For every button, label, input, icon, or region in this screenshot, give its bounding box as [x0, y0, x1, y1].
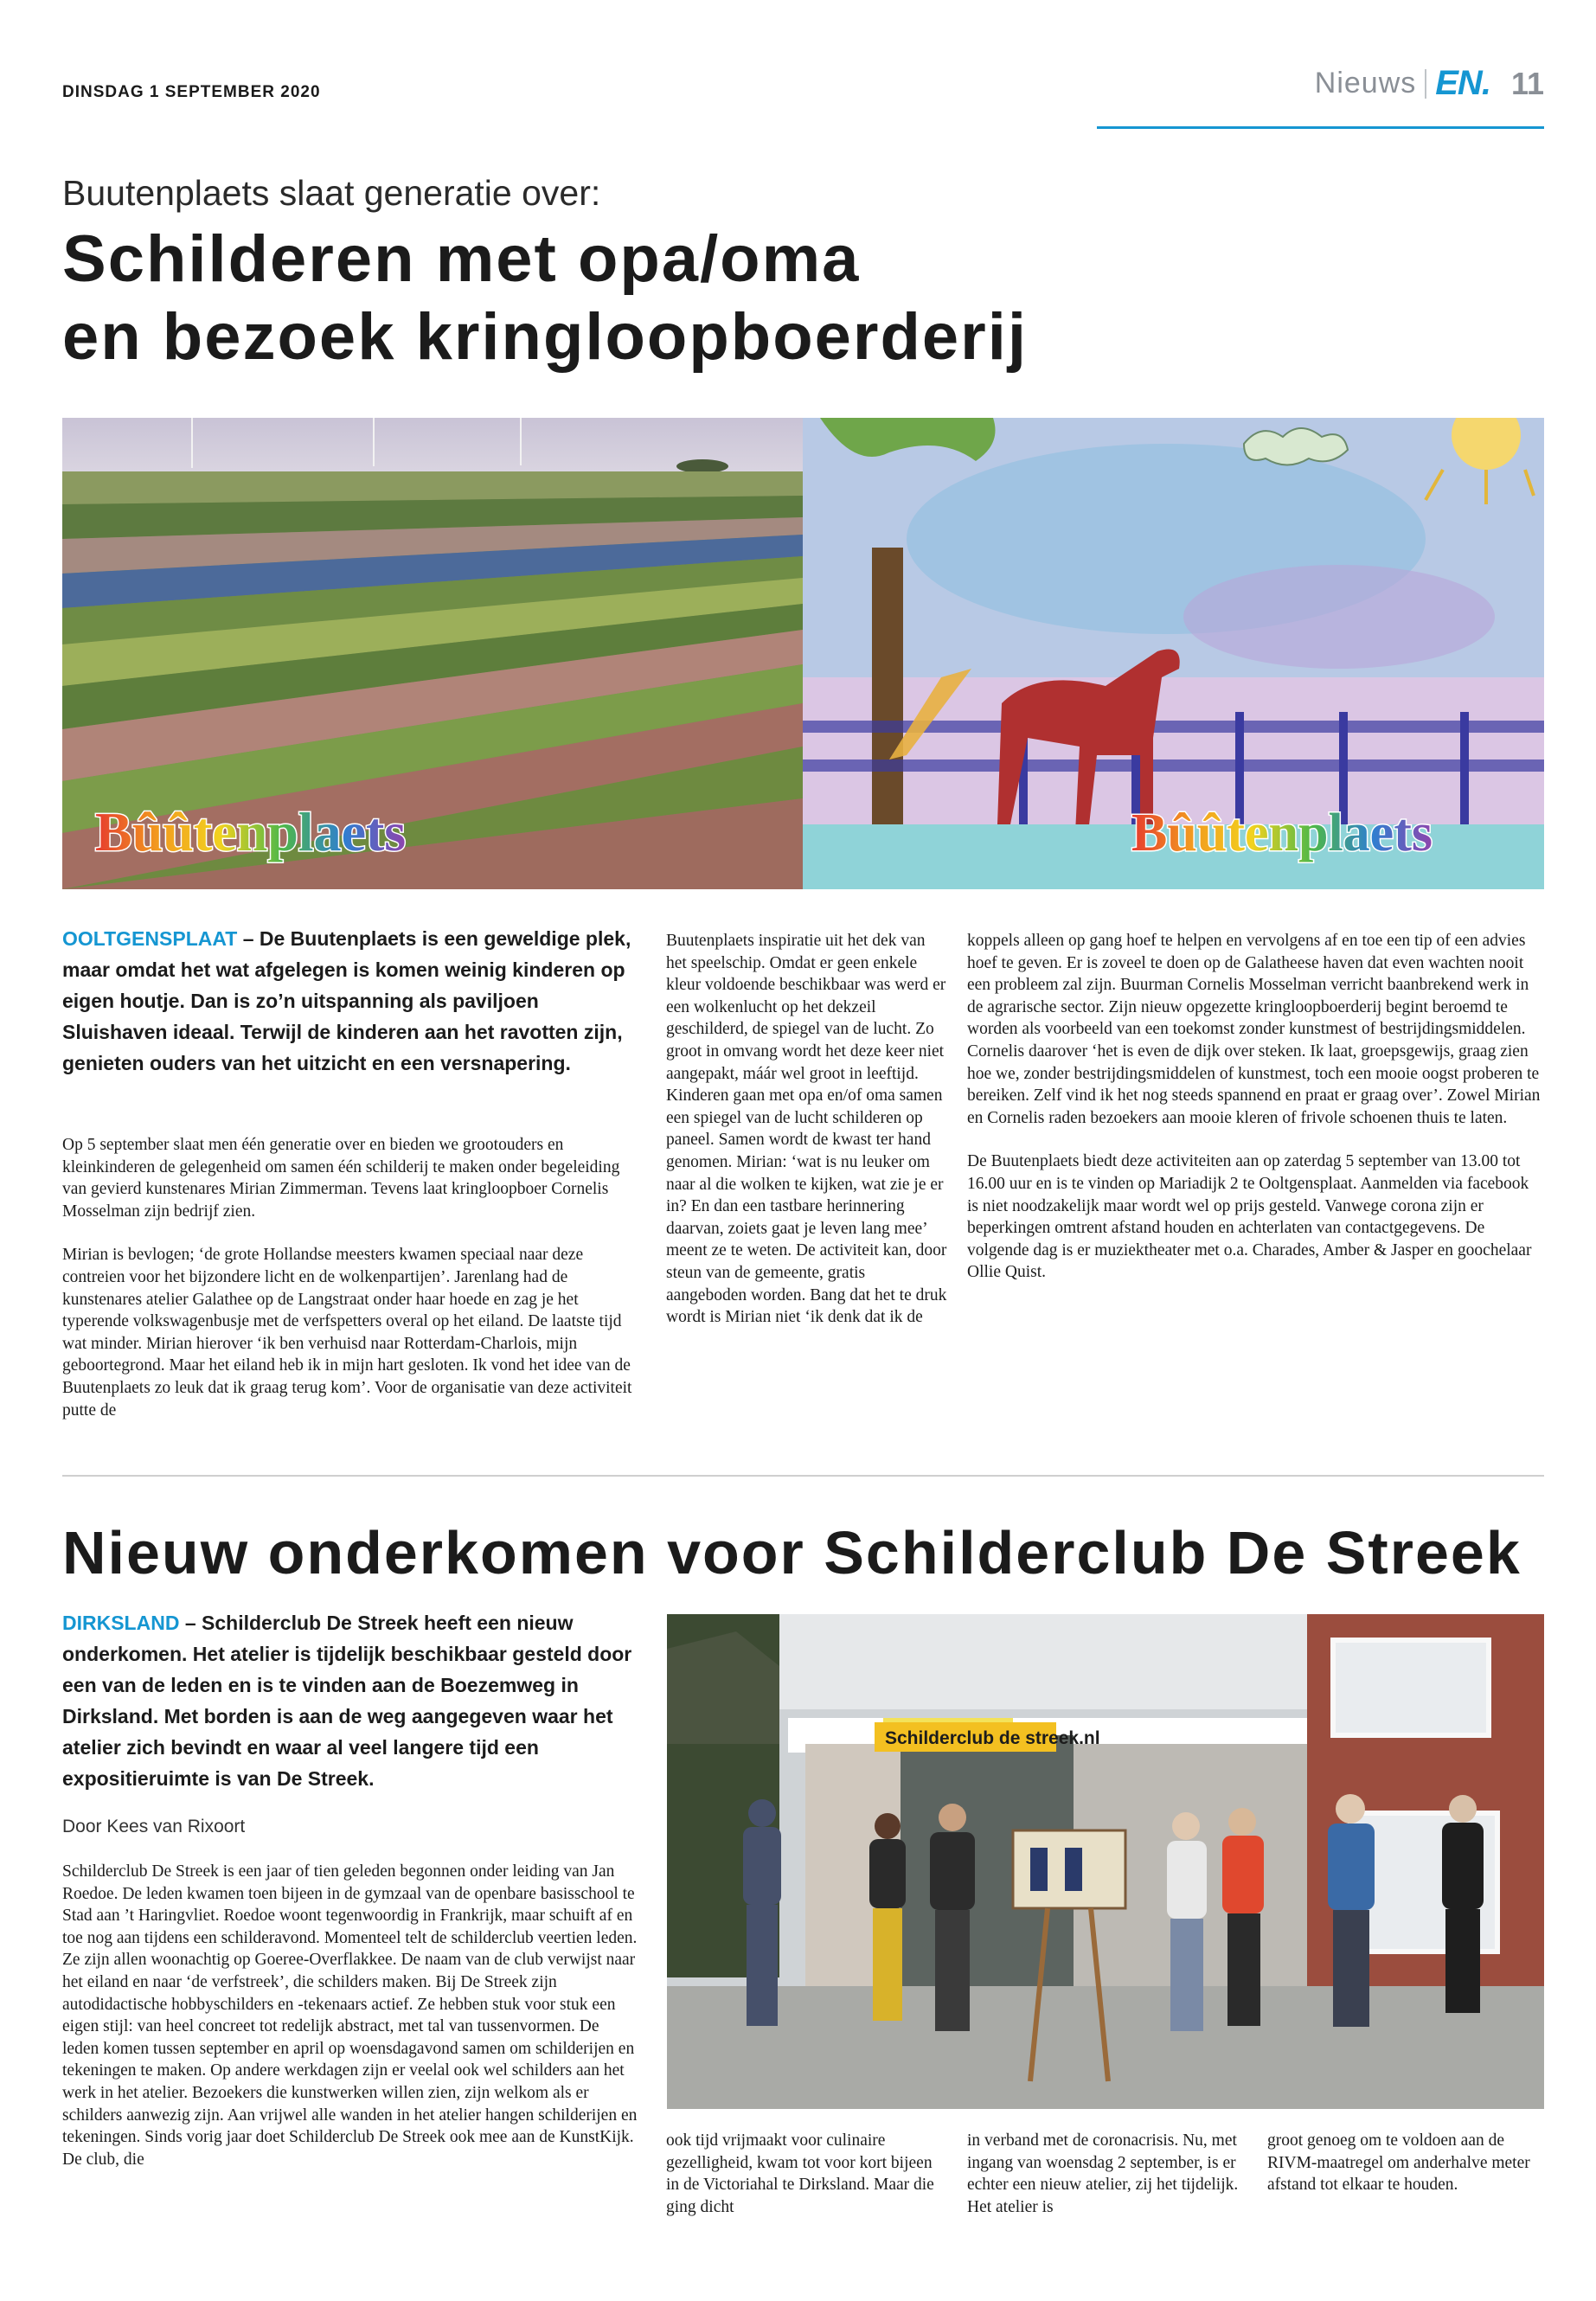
- article1-col3-paragraph-1: koppels alleen op gang hoef te helpen en vervolgens af en toe een tip of een advies hoef te geven. Er is zoveel te doen op de Galatheese haven dat even wachten nooit een probleem zal zijn. Buurman Cornelis Mosselman verricht baanbrekend werk in de agrarische sector. Zijn nieuw opgezette kringloopboerderij begint beroemd te worden als voorbeeld van een toekomst zonder kunstmest of bestrijdingsmiddelen. Cornelis daarover ‘het is even de dijk over steken. Ik laat, groepsgewijs, graag zien hoe we, zonder bestrijdingsmiddelen of kunstmest, toch een mooie oogst proberen te bereiken. Zelf vind ik het nog steeds spannend en praat er graag over’. Zowel Mirian en Cornelis raden bezoekers aan mooie kleren of frivole schoenen thuis te laten.: [967, 932, 1541, 1127]
- article2-col3-text: in verband met de coronacrisis. Nu, met ingang van woensdag 2 september, is er echter een nieuw atelier, zij het tijdelijk. Het atelier is: [967, 2131, 1239, 2216]
- article1-column-3: [967, 930, 1544, 1305]
- page-number: 11: [1510, 65, 1544, 101]
- article1-col1-paragraph-2: Mirian is bevlogen; ‘de grote Hollandse meesters kwamen speciaal naar deze contreien voor het bijzondere licht en de wolkenpartijen’. Jarenlang had de kunstenares atelier Galathee op de Langstraat onder haar hoede en zag je het typerende volkswagenbusje met de verfspetters overal op het eiland. De laatste tijd wat minder. Mirian hierover ‘ik ben verhuisd naar Rotterdam-Charlois, mijn geboortegrond. Maar het eiland heb ik in mijn hart gesloten. Ik vond het idee van de Buutenplaets zo leuk dat ik graag terug kom’. Voor de organisatie van deze activiteit putte de: [62, 1246, 632, 1420]
- article2-col4-text: groot genoeg om te voldoen aan de RIVM-maatregel om anderhalve meter afstand tot elkaar te houden.: [1267, 2131, 1530, 2195]
- article-divider: [62, 1475, 1544, 1477]
- article2-headline: Nieuw onderkomen voor Schilderclub De Streek: [62, 1519, 1522, 1586]
- article2-byline: Door Kees van Rixoort: [62, 1817, 246, 1836]
- article2-lead: [62, 1607, 651, 1794]
- article2-column-4: [1267, 2130, 1544, 2218]
- issue-date: DINSDAG 1 SEPTEMBER 2020: [62, 83, 321, 101]
- article2-col2-text: ook tijd vrijmaakt voor culinaire gezelligheid, kwam tot voor kort bijeen in de Victoriahal te Dirksland. Maar die ging dicht: [666, 2131, 934, 2216]
- article2-column-2: [666, 2130, 947, 2240]
- buutenplaets-logo-right: Bûûtenplaets: [1131, 804, 1433, 862]
- page-header-right: [1315, 64, 1544, 103]
- painting-photo: [803, 418, 1544, 889]
- article1-lead-text: – De Buutenplaets is een geweldige plek, maar omdat het wat afgelegen is komen weinig kinderen op eigen houtje. Dan is zo’n uitspanning als paviljoen Sluishaven ideaal. Terwijl de kinderen aan het ravotten zijn, genieten ouders van het uitzicht en een versnapering.: [62, 927, 631, 1074]
- article2-column-3: [967, 2130, 1248, 2240]
- article1-kicker: Buutenplaets slaat generatie over:: [62, 173, 601, 213]
- article2-dateline: DIRKSLAND: [62, 1612, 180, 1634]
- field-photo: [62, 418, 803, 889]
- header-rule: [1097, 126, 1544, 129]
- section-label: Nieuws: [1314, 67, 1417, 99]
- article1-dateline: OOLTGENSPLAAT: [62, 927, 238, 950]
- painting-photo-image: [803, 418, 1544, 889]
- article2-col1-text: Schilderclub De Streek is een jaar of tien geleden begonnen onder leiding van Jan Roedoe. De leden kwamen toen bijeen in de gymzaal van de openbare basisschool te Stad aan ’t Haringvliet. Roedoe woont tegenwoordig in Frankrijk, maar schuift af en toe nog aan tijdens een schilderavond. Momenteel telt de schilderclub veertien leden. Ze zijn allen woonachtig op Goeree-Overflakkee. De naam van de club verwijst naar het eiland en naar ‘de verfstreek’, die schilders maken. Bij De Streek zijn autodidactische hobbyschilders en -tekenaars actief. Ze hebben stuk voor stuk een eigen stijl: van heel concreet tot redelijk abstract, met tal van tussenvormen. De leden komen tussen september en april op woensdagavond samen om schilderijen en tekeningen te maken. Op andere werkdagen zijn er veelal ook wel schilders aan het werk in het atelier. Bezoekers die kunstwerken willen zien, zijn welkom als er schilders aanwezig zijn. Aan vrijwel alle wanden in het atelier hangen schilderijen en tekeningen. Sinds vorig jaar doet Schilderclub De Streek ook mee aan de KunstKijk. De club, die: [62, 1862, 638, 2169]
- article1-lead: [62, 923, 633, 1079]
- newspaper-logo: EN.: [1435, 64, 1490, 102]
- field-photo-image: [62, 418, 803, 889]
- article2-column-1: [62, 1861, 638, 2192]
- article1-col1-paragraph-1: Op 5 september slaat men één generatie over en bieden we grootouders en kleinkinderen de gelegenheid om samen één schilderij te maken onder begeleiding van gevierd kunstenares Mirian Zimmerman. Tevens laat kringloopboer Cornelis Mosselman zijn bedrijf zien.: [62, 1136, 620, 1221]
- schilderclub-sign: Schilderclub de streek.nl: [885, 1728, 1100, 1748]
- buutenplaets-logo-left: Bûûtenplaets: [95, 801, 407, 862]
- article1-col2-paragraph-1: Buutenplaets inspiratie uit het dek van het speelschip. Omdat er geen enkele kleur voldoende beschikbaar was werd er een wolkenlucht op het dekzeil geschilderd, de spiegel van de lucht. Zo groot in omvang wordt het deze keer niet aangepakt, máár wel groot in leeftijd. Kinderen gaan met opa en/of oma samen een spiegel van de lucht schilderen op paneel. Samen wordt de kwast ter hand genomen. Mirian: ‘wat is nu leuker om naar al die wolken te kijken, wat zie je er in? En dan een tastbare herinnering daarvan, zoiets gaat je leven lang mee’ meent ze te weten. De activiteit kan, door steun van de gemeente, gratis aangeboden worden. Bang dat het te druk wordt is Mirian niet ‘ik denk dat ik de: [666, 932, 947, 1327]
- article1-column-2: [666, 930, 947, 1350]
- schilderclub-photo-image: [667, 1614, 1544, 2109]
- article1-column-1: [62, 1134, 633, 1443]
- article1-col3-paragraph-2: De Buutenplaets biedt deze activiteiten aan op zaterdag 5 september van 13.00 tot 16.00 uur en is te vinden op Mariadijk 2 te Ooltgensplaat. Aanmelden via facebook is niet noodzakelijk maar wordt wel op prijs gesteld. Vanwege corona zijn er beperkingen omtrent afstand houden en achterlaten van contactgegevens. De volgende dag is er muziektheater met o.a. Charades, Amber & Jasper en goochelaar Ollie Quist.: [967, 1152, 1532, 1282]
- headline-line-1: Schilderen met opa/oma: [62, 222, 861, 296]
- header-divider: [1425, 69, 1426, 99]
- article2-lead-text: – Schilderclub De Streek heeft een nieuw onderkomen. Het atelier is tijdelijk beschikbaar gesteld door een van de leden en is te vinden aan de Boezemweg in Dirksland. Met borden is aan de weg aangegeven waar het atelier zich bevindt en waar al veel langere tijd een expositieruimte is van De Streek.: [62, 1612, 632, 1790]
- headline-line-2: en bezoek kringloopboerderij: [62, 300, 1028, 374]
- article1-headline: [62, 221, 1028, 376]
- schilderclub-photo: [667, 1614, 1544, 2109]
